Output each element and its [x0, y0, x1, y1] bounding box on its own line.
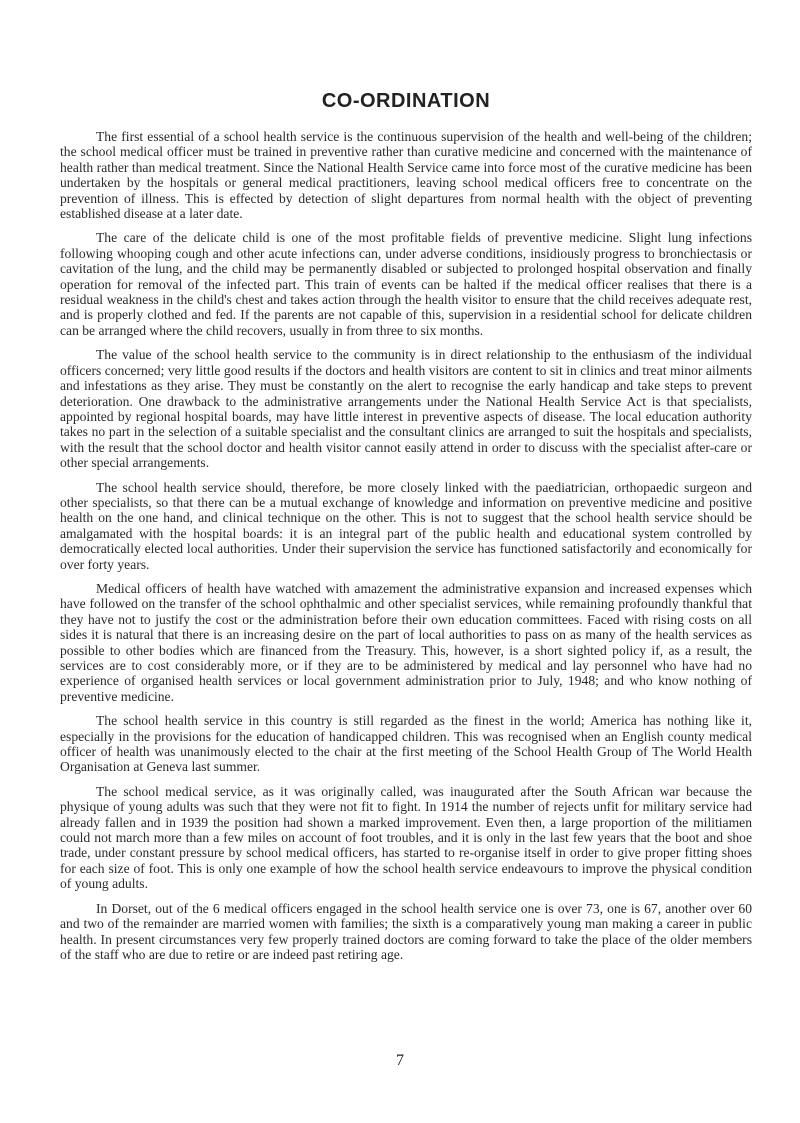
paragraph-5: Medical officers of health have watched with amazement the administrative expansion and increased expenses which have followed on the transfer of the school ophthalmic and other specialist services, while remaining profoundly thankful that they have not to justify the cost or the administration before their own education committees. Faced with rising costs on all sides it is natural that there is an increasing desire on the part of local authorities to pass on as many of the health services as possible to other bodies which are financed from the Treasury. This, however, is a short sighted policy if, as a result, the services are to cost considerably more, or if they are to be administered by medical and lay personnel who have had no experience of organised health services or local government administration prior to July, 1948; and who know nothing of preventive medicine. [60, 580, 752, 704]
paragraph-7: The school medical service, as it was originally called, was inaugurated after the South African war because the physique of young adults was such that they were not fit to fight. In 1914 the number of rejects unfit for military service had already fallen and in 1939 the position had shown a marked improvement. Even then, a large proportion of the militiamen could not march more than a few miles on account of foot troubles, and it is only in the last few years that the boot and shoe trade, under constant pressure by school medical officers, has started to re-organise itself in order to give proper fitting shoes for each size of foot. This is only one example of how the school health service endeavours to improve the physical condition of young adults. [60, 783, 752, 892]
page-number: 7 [396, 1052, 404, 1069]
page-title: CO-ORDINATION [321, 90, 491, 112]
paragraph-4: The school health service should, therefore, be more closely linked with the paediatrician, orthopaedic surgeon and other specialists, so that there can be a mutual exchange of knowledge and information on preventive medicine and positive health on the one hand, and clinical technique on the other. This is not to suggest that the school health service should be amalgamated with the hospital boards: it is an integral part of the public health and educational system controlled by democratically elected local authorities. Under their supervision the service has functioned satisfactorily and economically for over forty years. [60, 479, 752, 572]
paragraph-6: The school health service in this country is still regarded as the finest in the world; America has nothing like it, especially in the provisions for the education of handicapped children. This was recognised when an English county medical officer of health was unanimously elected to the chair at the first meeting of the School Health Group of The World Health Organisation at Geneva last summer. [60, 713, 752, 775]
paragraph-2: The care of the delicate child is one of the most profitable fields of preventive medicine. Slight lung infections following whooping cough and other acute infections can, under adverse conditions, insidiously progress to bronchiectasis or cavitation of the lung, and the child may be permanently disabled or subjected to prolonged hospital observation and finally operation for removal of the infected part. This train of events can be halted if the medical officer realises that there is a residual weakness in the child's chest and takes action through the health visitor to ensure that the child receives adequate rest, and is properly clothed and fed. If the parents are not capable of this, supervision in a residential school for delicate children can be arranged where the child recovers, usually in from three to six months. [60, 230, 752, 338]
document-page [60, 90, 752, 971]
paragraph-8: In Dorset, out of the 6 medical officers engaged in the school health service one is over 73, one is 67, another over 60 and two of the remainder are married women with families; the sixth is a comparatively young man making a career in public health. In present circumstances very few properly trained doctors are coming forward to take the place of the older members of the staff who are due to retire or are indeed past retiring age. [60, 900, 752, 962]
paragraph-1: The first essential of a school health service is the continuous supervision of the health and well-being of the children; the school medical officer must be trained in preventive rather than curative medicine and concerned with the maintenance of health rather than medical treatment. Since the National Health Service came into force most of the curative medicine has been undertaken by the hospitals or general medical practitioners, leaving school medical officers free to concentrate on the prevention of illness. This is effected by detection of slight departures from normal health with the object of preventing established disease at a later date. [60, 129, 752, 222]
paragraph-3: The value of the school health service to the community is in direct relationship to the enthusiasm of the individual officers concerned; very little good results if the doctors and health visitors are content to sit in clinics and treat minor ailments and infestations as they arise. They must be constantly on the alert to recognise the early handicap and take steps to prevent deterioration. One drawback to the administrative arrangements under the National Health Service Act is that specialists, appointed by regional hospital boards, may have little interest in preventive aspects of disease. The local education authority takes no part in the selection of a suitable specialist and the consultant clinics are arranged to suit the hospitals and specialists, with the result that the school doctor and health visitor cannot easily attend in order to discuss with the specialist after-care or other special arrangements. [60, 347, 752, 471]
